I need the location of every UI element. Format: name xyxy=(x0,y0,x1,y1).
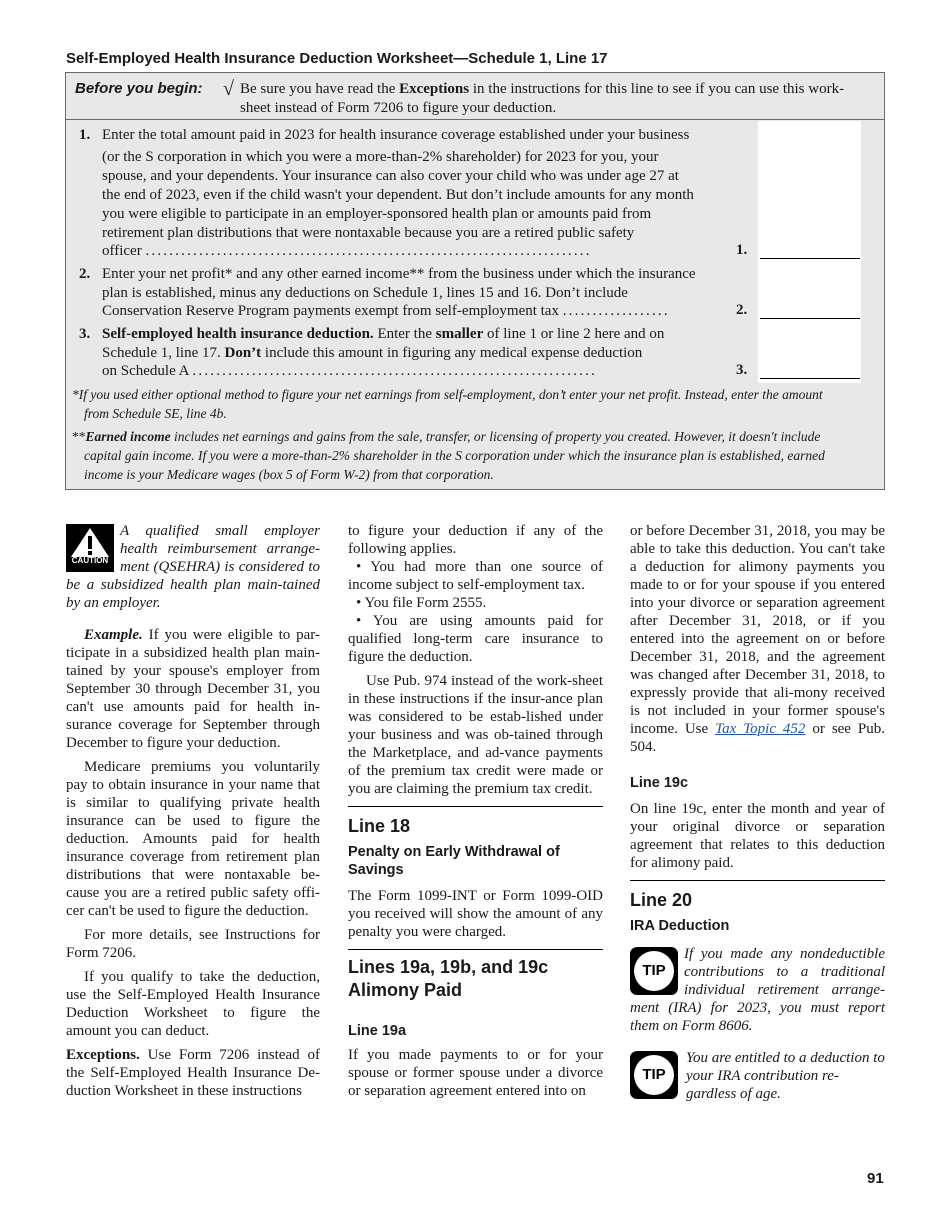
caution-note xyxy=(66,522,320,612)
line-19-heading: Lines 19a, 19b, and 19c Alimony Paid xyxy=(348,957,549,1000)
qualify-paragraph: If you qualify to take the deduction, use the Self-Employed Health Insurance Deduction Worksheet to figure the amount you can deduct. xyxy=(66,969,320,1039)
caution-label: CAUTION xyxy=(71,556,109,565)
bullet-item: • You file Form 2555. xyxy=(356,595,487,611)
before-you-begin-label: Before you begin: xyxy=(75,80,203,97)
line-1-row: (or the S corporation in which you were a more-than-2% shareholder) for 2023 for you, your xyxy=(102,149,659,165)
before-you-begin-row xyxy=(66,73,884,120)
worksheet-title: Self-Employed Health Insurance Deduction Worksheet—Schedule 1, Line 17 xyxy=(66,50,608,67)
line-1-box-number: 1. xyxy=(736,242,748,258)
line-1-number: 1. xyxy=(79,127,91,143)
line-3-row: Schedule 1, line 17. Don’t include this amount in figuring any medical expense deduction xyxy=(102,345,643,361)
line-19c-heading: Line 19c xyxy=(630,775,689,791)
tip-icon xyxy=(630,947,678,995)
column-2 xyxy=(348,522,603,1100)
line-3-last: on Schedule A .................................................................... xyxy=(102,363,598,379)
bullet-item: • You are using amounts paid for qualified long-term care insurance to figure the deduction. xyxy=(348,613,604,665)
exceptions-paragraph: Exceptions. Use Form 7206 instead of the Self-Employed Health Insurance De-duction Worksheet in these instructions xyxy=(66,1047,320,1099)
caution-icon xyxy=(66,524,114,572)
line-1-row: the end of 2023, even if the child wasn't your dependent. But don’t include amounts for any month xyxy=(102,187,694,203)
tip-note-1 xyxy=(630,945,885,1035)
bullet-item: • You had more than one source of income subject to self-employment tax. xyxy=(348,559,604,593)
footnote-1: *If you used either optional method to figure your net earnings from self-employment, don’t enter your net profit. Instead, enter the amount from Schedule SE, line 4b. xyxy=(72,387,823,421)
line-1-last: officer ........................................................................... xyxy=(102,243,592,259)
column-3 xyxy=(630,522,885,1103)
line-2-amount-field[interactable] xyxy=(760,318,860,319)
continued-paragraph: to figure your deduction if any of the following applies. xyxy=(348,523,603,557)
line-1-row: you were eligible to participate in an employer-sponsored health plan or amounts paid from xyxy=(102,206,652,222)
amount-column xyxy=(758,121,861,383)
line-1-row: spouse, and your dependents. Your insurance can also cover your child who was under age 27 at xyxy=(102,168,679,184)
line-18-subheading: Penalty on Early Withdrawal of Savings xyxy=(348,844,560,878)
line-2-row: Enter your net profit* and any other earned income** from the business under which the insurance xyxy=(102,266,696,282)
worksheet-box xyxy=(65,72,885,490)
line-18-text: The Form 1099-INT or Form 1099-OID you received will show the amount of any penalty you were charged. xyxy=(348,888,603,940)
pub974-paragraph: Use Pub. 974 instead of the work-sheet in these instructions if the insur-ance plan was considered to be estab-lished under your business and was ob-tained through the Marketplace, and ad-vance payments of the premium tax credit were made or you are claiming the premium tax credit. xyxy=(348,673,603,797)
page-number: 91 xyxy=(867,1170,884,1187)
medicare-paragraph: Medicare premiums you voluntarily pay to obtain insurance in your name that is similar to qualifying private health insurance can be used to figure the deduction. Amounts paid for health insurance coverage from retirement plan distributions that were nontaxable be-cause you are a retired public safety offi-cer can't be used to figure the deduction. xyxy=(66,759,320,919)
footnote-2: **Earned income includes net earnings and gains from the sale, transfer, or licensing of property you created. However, it doesn't include capital gain income. If you were a more-than-2% shareholder in the S corporation under which the insurance plan is established, earned income is your Medicare wages (box 5 of Form W-2) from that corporation. xyxy=(72,429,825,482)
line-1-amount-field[interactable] xyxy=(760,258,860,259)
example-paragraph: Example. If you were eligible to par-ticipate in a subsidized health plan main-tained by your spouse's employer from September 30 through December 31, you can't use amounts paid for health in-surance coverage for September through December to figure your deduction. xyxy=(66,627,320,751)
line-18-heading: Line 18 xyxy=(348,816,411,836)
tip-note-2 xyxy=(630,1049,885,1103)
line-2-number: 2. xyxy=(79,266,91,282)
line-3-amount-field[interactable] xyxy=(760,378,860,379)
line-2-row: plan is established, minus any deductions on Schedule 1, lines 15 and 16. Don’t include xyxy=(102,285,628,301)
line-2-box-number: 2. xyxy=(736,302,748,318)
before-you-begin-text: Be sure you have read the Exceptions in the instructions for this line to see if you can use this work- sheet instead of Form 7206 to figure your deduction. xyxy=(240,81,845,116)
line-19c-text: On line 19c, enter the month and year of your original divorce or separation agreement that relates to this deduction for alimony paid. xyxy=(630,801,885,871)
tip-label: TIP xyxy=(642,1066,666,1083)
column-1 xyxy=(66,522,320,1100)
line-3-box-number: 3. xyxy=(736,362,748,378)
tip-label: TIP xyxy=(642,962,666,979)
check-mark-icon: √ xyxy=(223,78,234,100)
line-19a-heading: Line 19a xyxy=(348,1023,407,1039)
line-3-number: 3. xyxy=(79,326,91,342)
details-paragraph: For more details, see Instructions for Form 7206. xyxy=(66,927,320,961)
tip-2-text: You are entitled to a deduction to your IRA contribution re-gardless of age. xyxy=(686,1050,885,1102)
line-1-row: Enter the total amount paid in 2023 for health insurance coverage established under your business xyxy=(102,127,690,143)
line-20-subheading: IRA Deduction xyxy=(630,918,730,934)
line-19a-text: If you made payments to or for your spouse or former spouse under a divorce or separation agreement entered into on xyxy=(348,1047,603,1099)
caution-text: A qualified small employer health reimbursement arrange-ment (QSEHRA) is considered to be a subsidized health plan main-tained by an employer. xyxy=(66,523,320,611)
line-1-row: retirement plan distributions that were nontaxable because you are a retired public safety xyxy=(102,225,635,241)
tax-topic-452-link[interactable]: Tax Topic 452 xyxy=(715,721,806,737)
alimony-paragraph: or before December 31, 2018, you may be able to take this deduction. You can't take a deduction for alimony payments you made to or for your spouse if you entered into your divorce or separation agreement after December 31, 2018, or if you entered into the agreement on or before December 31, 2018, and the agreement was changed after December 31, 2018, to expressly provide that ali-mony received is not included in your former spouse's income. Use Tax Topic 452 or see Pub. 504. xyxy=(630,523,886,755)
line-3-row: Self-employed health insurance deduction. Enter the smaller of line 1 or line 2 here and on xyxy=(102,326,665,342)
tip-icon xyxy=(630,1051,678,1099)
line-20-heading: Line 20 xyxy=(630,890,693,910)
tip-1-text: If you made any nondeductible contributions to a traditional individual retirement arrange-ment (IRA) for 2023, you must report them on Form 8606. xyxy=(630,946,885,1034)
line-2-last: Conservation Reserve Program payments exempt from self-employment tax .................. xyxy=(102,303,670,319)
